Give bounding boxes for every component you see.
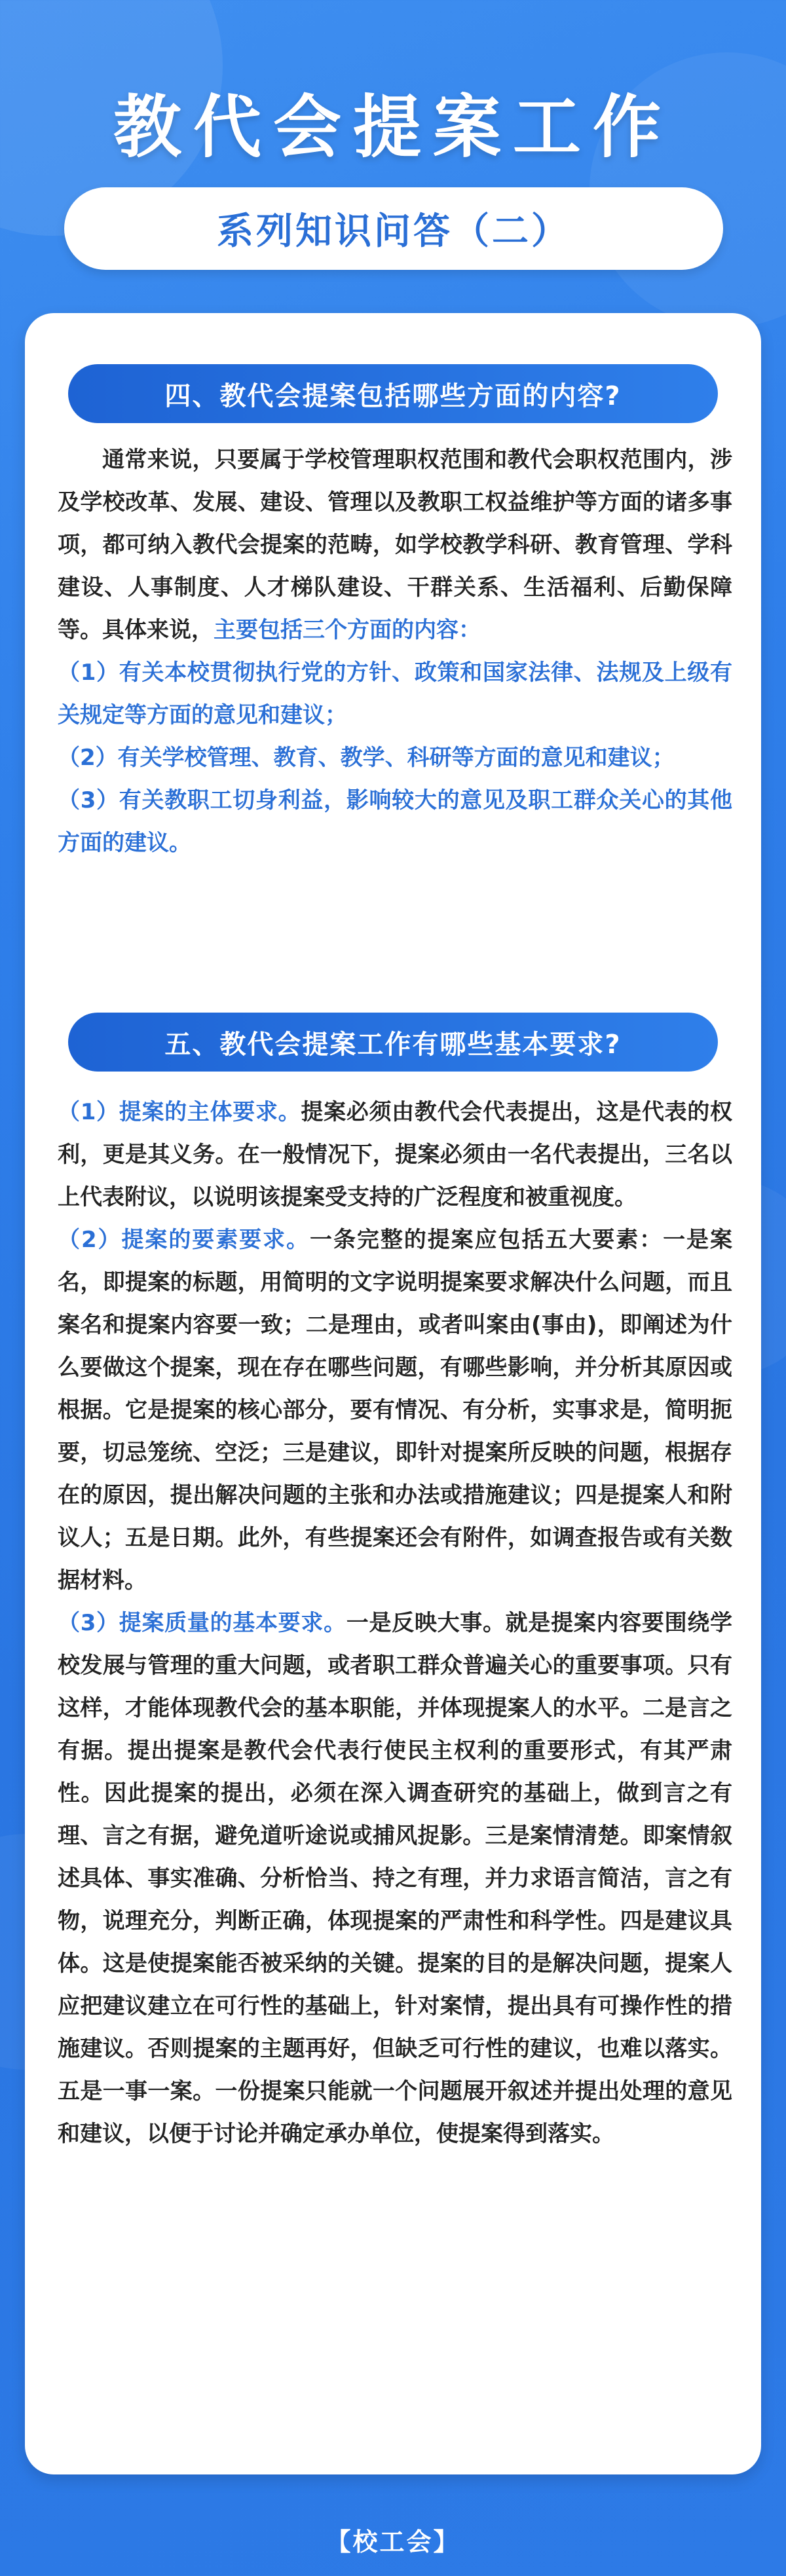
requirement-3-text: 一是反映大事。就是提案内容要围绕学校发展与管理的重大问题，或者职工群众普遍关心的重要事项。只有这样，才能体现教代会的基本职能，并体现提案人的水平。二是言之有据。提出提案是教代会代表行使民主权利的重要形式，有其严肃性。因此提案的提出，必须在深入调查研究的基础上，做到言之有理、言之有据，避免道听途说或捕风捉影。三是案情清楚。即案情叙述具体、事实准确、分析恰当、持之有理，并力求语言简洁，言之有物，说理充分，判断正确，体现提案的严肃性和科学性。四是建议具体。这是使提案能否被采纳的关键。提案的目的是解决问题，提案人应把建议建立在可行性的基础上，针对案情，提出具有可操作性的措施建议。否则提案的主题再好，但缺乏可行性的建议，也难以落实。五是一事一案。一份提案只能就一个问题展开叙述并提出处理的意见和建议，以便于讨论并确定承办单位，使提案得到落实。 — [58, 1610, 732, 2147]
requirement-1-label: （1）提案的主体要求。 — [58, 1099, 301, 1125]
section-4-heading: 四、教代会提案包括哪些方面的内容? — [68, 364, 718, 423]
intro-text: 通常来说，只要属于学校管理职权范围和教代会职权范围内，涉及学校改革、发展、建设、管理以及教职工权益维护等方面的诸多事项，都可纳入教代会提案的范畴，如学校教学科研、教育管理、学科建设、人事制度、人才梯队建设、干群关系、生活福利、后勤保障等。具体来说， — [58, 447, 732, 643]
page-title: 教代会提案工作 — [113, 87, 673, 167]
requirement-2 — [58, 1219, 732, 1602]
subtitle-banner — [64, 187, 723, 270]
section-4-body — [58, 439, 732, 865]
requirement-1-text: 提案必须由教代会代表提出，这是代表的权利，更是其义务。在一般情况下，提案必须由一名代表提出，三名以上代表附议，以说明该提案受支持的广泛程度和被重视度。 — [58, 1099, 732, 1210]
requirement-1 — [58, 1091, 732, 1219]
intro-highlight: 主要包括三个方面的内容： — [214, 617, 481, 643]
page-subtitle: 系列知识问答（二） — [217, 210, 571, 253]
section-5-heading: 五、教代会提案工作有哪些基本要求? — [68, 1013, 718, 1072]
requirement-2-text: 一条完整的提案应包括五大要素：一是案名，即提案的标题，用简明的文字说明提案要求解决什么问题，而且案名和提案内容要一致；二是理由，或者叫案由(事由)，即阐述为什么要做这个提案，现在存在哪些问题，有哪些影响，并分析其原因或根据。它是提案的核心部分，要有情况、有分析，实事求是，简明扼要，切忌笼统、空泛；三是建议，即针对提案所反映的问题，根据存在的原因，提出解决问题的主张和办法或措施建议；四是提案人和附议人；五是日期。此外，有些提案还会有附件，如调查报告或有关数据材料。 — [58, 1227, 732, 1594]
section-4-item-1: （1）有关本校贯彻执行党的方针、政策和国家法律、法规及上级有关规定等方面的意见和建议； — [58, 660, 732, 728]
requirement-2-label: （2）提案的要素要求。 — [58, 1227, 310, 1253]
section-4-intro — [58, 439, 732, 652]
section-4-item-3: （3）有关教职工切身利益，影响较大的意见及职工群众关心的其他方面的建议。 — [58, 787, 732, 856]
section-5-body — [58, 1091, 732, 2156]
section-4-item-2: （2）有关学校管理、教育、教学、科研等方面的意见和建议； — [58, 745, 675, 771]
requirement-3 — [58, 1602, 732, 2156]
requirement-3-label: （3）提案质量的基本要求。 — [58, 1610, 346, 1636]
footer-signature: 【校工会】 — [326, 2528, 460, 2556]
content-card — [25, 313, 761, 2474]
